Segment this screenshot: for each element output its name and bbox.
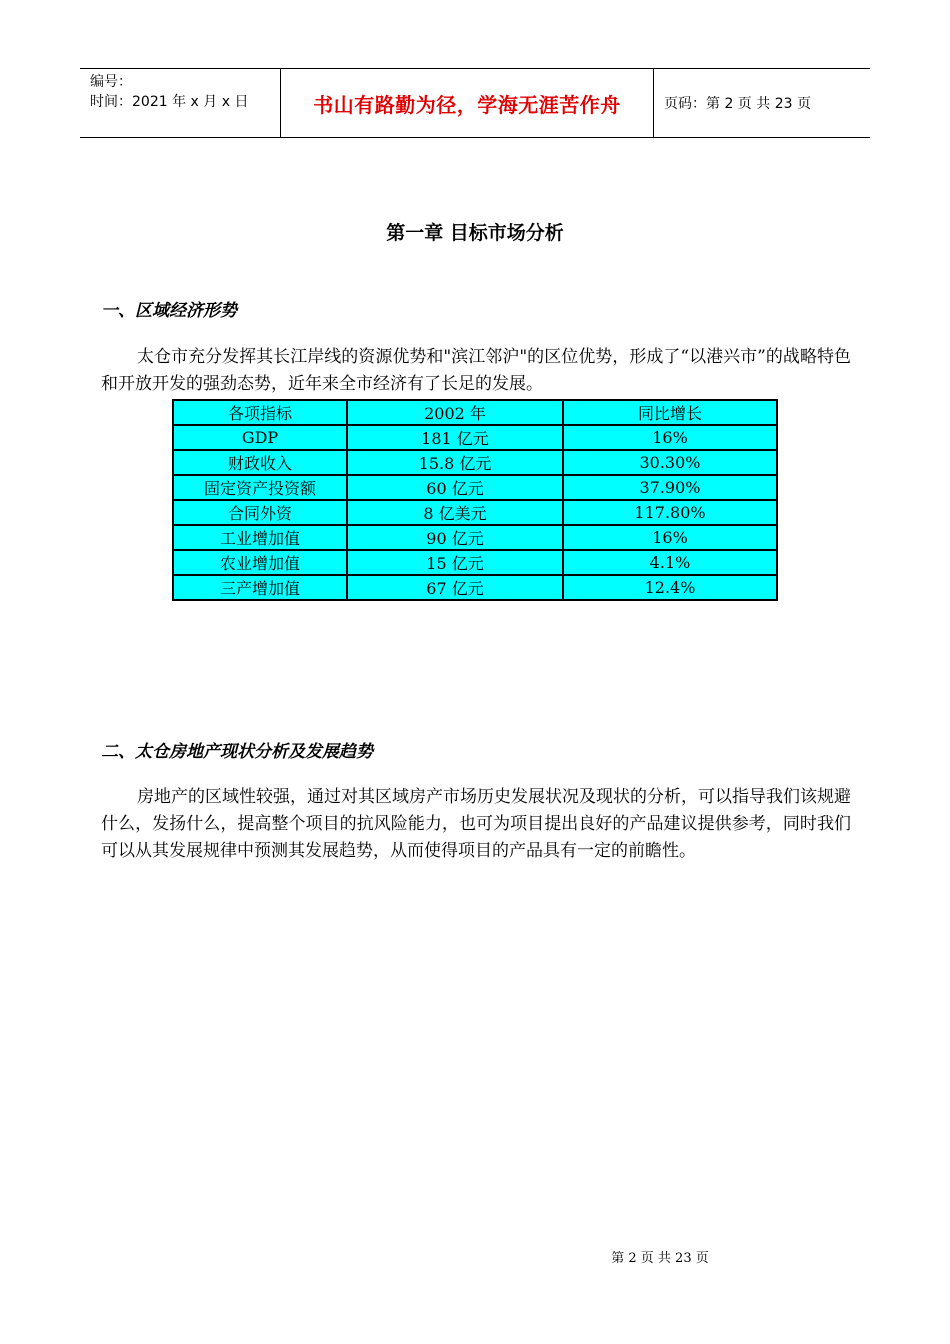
table-cell: 67 亿元 bbox=[347, 575, 563, 600]
section-paragraph-economy: 太仓市充分发挥其长江岸线的资源优势和"滨江邻沪"的区位优势，形成了“以港兴市”的战略特色和开放开发的强劲态势，近年来全市经济有了长足的发展。 bbox=[101, 347, 851, 394]
table-cell: 16% bbox=[563, 425, 777, 450]
table-cell: 8 亿美元 bbox=[347, 500, 563, 525]
section-heading-economy: 一、区域经济形势 bbox=[101, 301, 237, 321]
page-header bbox=[80, 68, 870, 138]
table-row bbox=[173, 425, 777, 450]
table-cell: 合同外资 bbox=[173, 500, 347, 525]
table-cell: 16% bbox=[563, 525, 777, 550]
table-cell: 15.8 亿元 bbox=[347, 450, 563, 475]
economic-indicators-table bbox=[172, 399, 778, 601]
page-footer: 第 2 页 共 23 页 bbox=[611, 1251, 709, 1266]
table-header-cell: 各项指标 bbox=[173, 400, 347, 425]
table-cell: GDP bbox=[173, 425, 347, 450]
time-label: 时间：2021 年 x 月 x 日 bbox=[90, 94, 249, 110]
number-label: 编号： bbox=[90, 74, 132, 90]
header-page-info: 页码：第 2 页 共 23 页 bbox=[664, 96, 811, 112]
table-header-cell: 2002 年 bbox=[347, 400, 563, 425]
table-row bbox=[173, 525, 777, 550]
chapter-title: 第一章 目标市场分析 bbox=[386, 222, 564, 244]
table-cell: 工业增加值 bbox=[173, 525, 347, 550]
table-cell: 30.30% bbox=[563, 450, 777, 475]
section-heading-real-estate: 二、太仓房地产现状分析及发展趋势 bbox=[101, 742, 373, 762]
table-row bbox=[173, 575, 777, 600]
table-row bbox=[173, 550, 777, 575]
table-cell: 4.1% bbox=[563, 550, 777, 575]
table-cell: 37.90% bbox=[563, 475, 777, 500]
table-cell: 固定资产投资额 bbox=[173, 475, 347, 500]
table-cell: 90 亿元 bbox=[347, 525, 563, 550]
table-header-row bbox=[173, 400, 777, 425]
header-meta bbox=[80, 69, 281, 137]
table-cell: 12.4% bbox=[563, 575, 777, 600]
table-cell: 181 亿元 bbox=[347, 425, 563, 450]
section-paragraph-real-estate: 房地产的区域性较强，通过对其区域房产市场历史发展状况及现状的分析，可以指导我们该规避什么，发扬什么，提高整个项目的抗风险能力，也可为项目提出良好的产品建议提供参考，同时我们可以从其发展规律中预测其发展趋势，从而使得项目的产品具有一定的前瞻性。 bbox=[101, 787, 851, 861]
table-cell: 60 亿元 bbox=[347, 475, 563, 500]
table-row bbox=[173, 450, 777, 475]
table-row bbox=[173, 475, 777, 500]
table-cell: 财政收入 bbox=[173, 450, 347, 475]
header-motto: 书山有路勤为径，学海无涯苦作舟 bbox=[281, 69, 654, 137]
table-cell: 农业增加值 bbox=[173, 550, 347, 575]
table-header-cell: 同比增长 bbox=[563, 400, 777, 425]
table-cell: 15 亿元 bbox=[347, 550, 563, 575]
table-cell: 117.80% bbox=[563, 500, 777, 525]
table-row bbox=[173, 500, 777, 525]
table-cell: 三产增加值 bbox=[173, 575, 347, 600]
